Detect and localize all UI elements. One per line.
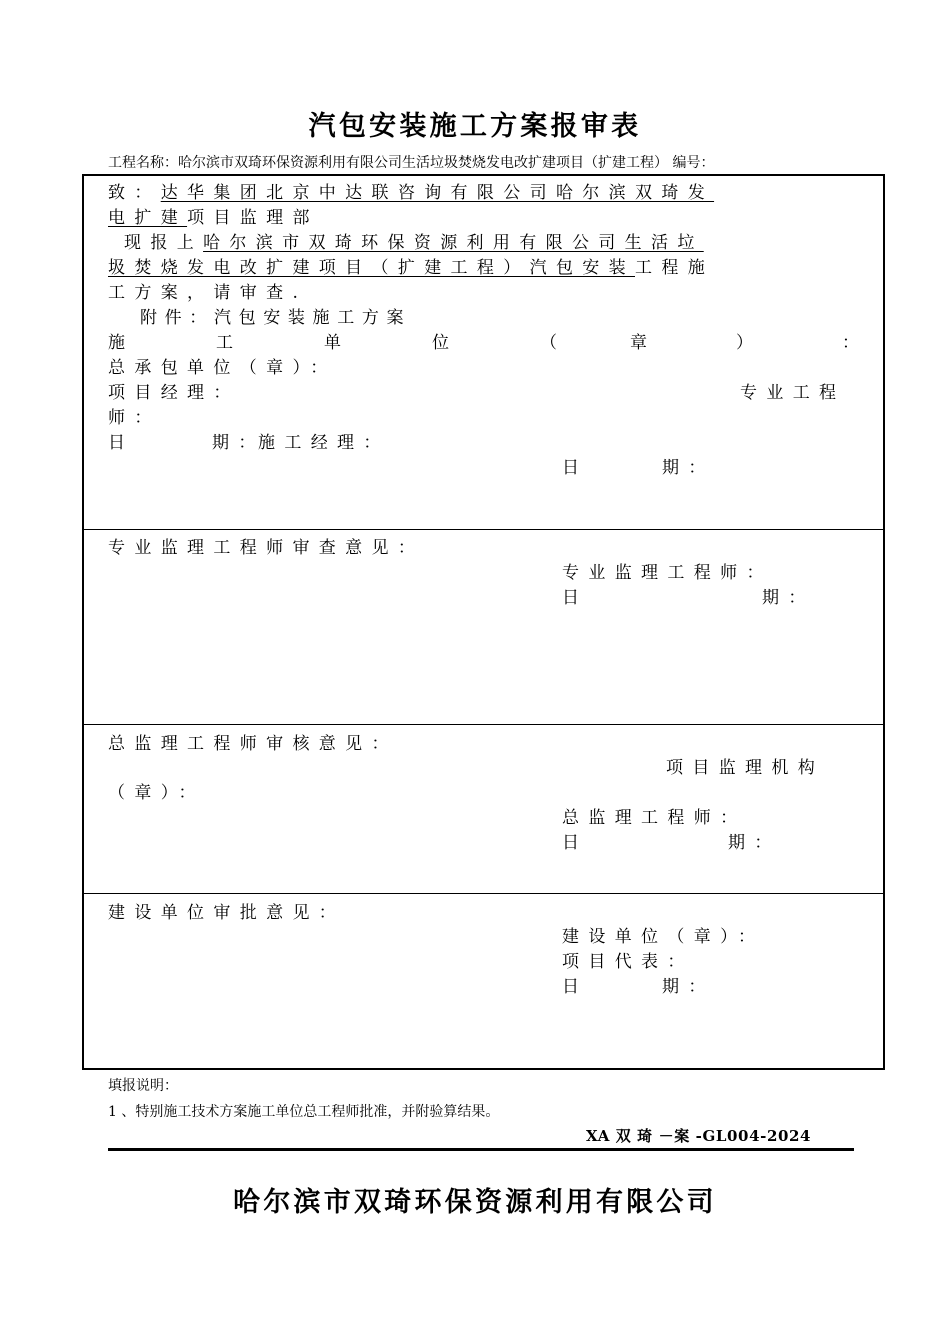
s3-heading: 总监理工程师审核意见： bbox=[108, 734, 398, 754]
s4-date-1: 日 bbox=[562, 977, 579, 997]
notes-title: 填报说明： bbox=[108, 1078, 178, 1094]
specialty-engineer-a: 专业工程 bbox=[740, 383, 846, 403]
project-name-line: 工程名称：哈尔滨市双琦环保资源利用有限公司生活垃圾焚烧发电改扩建项目（扩建工程） 编号： bbox=[108, 155, 715, 171]
right-date-1: 日 bbox=[562, 458, 579, 478]
report-project-2: 圾焚烧发电改扩建项目（扩建工程）汽包安装 bbox=[108, 258, 635, 278]
row-divider-3 bbox=[84, 893, 884, 894]
s3-agency-a: 项目监理机构 bbox=[666, 758, 825, 778]
cu-char-5: 章 bbox=[630, 333, 647, 353]
report-line-3: 工方案，请审查. bbox=[108, 283, 308, 303]
cu-char-7: ： bbox=[842, 333, 859, 353]
s3-agency-b: （章）： bbox=[108, 783, 205, 803]
to-org-1: 达华集团北京中达联咨询有限公司哈尔滨双琦发 bbox=[160, 183, 715, 203]
s2-date-2: 期： bbox=[762, 588, 815, 608]
report-line-1 bbox=[124, 228, 704, 253]
s3-date-1: 日 bbox=[562, 833, 579, 853]
report-project-1: 哈尔滨市双琦环保资源利用有限公司生活垃 bbox=[203, 233, 704, 253]
date-char-2: 期： bbox=[212, 433, 265, 453]
specialty-engineer-b: 师： bbox=[108, 408, 161, 428]
attachment-value: 汽包安装施工方案 bbox=[213, 308, 412, 328]
cu-char-3: 位 bbox=[432, 333, 449, 353]
right-date-2: 期： bbox=[662, 458, 715, 478]
date-char-1: 日 bbox=[108, 433, 125, 453]
attachment-line bbox=[140, 303, 411, 328]
general-contractor: 总承包单位（章）： bbox=[108, 358, 337, 378]
to-org-2: 电扩建 bbox=[108, 208, 188, 228]
s3-chief: 总监理工程师： bbox=[562, 808, 747, 828]
project-manager: 项目经理： bbox=[108, 383, 240, 403]
to-line-1 bbox=[108, 178, 714, 203]
cu-char-4: （ bbox=[540, 333, 557, 353]
report-line-2 bbox=[108, 253, 714, 278]
attachment-label: 附件： bbox=[140, 308, 214, 328]
construction-manager: 施工经理： bbox=[258, 433, 390, 453]
s2-heading: 专业监理工程师审查意见： bbox=[108, 538, 425, 558]
to-line-2 bbox=[108, 203, 319, 228]
note-item: 1 、特别施工技术方案施工单位总工程师批准，并附验算结果。 bbox=[108, 1104, 500, 1120]
company-name: 哈尔滨市双琦环保资源利用有限公司 bbox=[233, 1187, 717, 1218]
to-suffix: 项目监理部 bbox=[187, 208, 319, 228]
s3-date-2: 期： bbox=[728, 833, 781, 853]
row-divider-2 bbox=[84, 724, 884, 725]
report-prefix: 现报上 bbox=[124, 233, 204, 253]
cu-char-0: 施 bbox=[108, 333, 125, 353]
cu-char-2: 单 bbox=[324, 333, 341, 353]
cu-char-1: 工 bbox=[216, 333, 233, 353]
document-code: XA 双 琦 －案 -GL004-2024 bbox=[586, 1127, 812, 1145]
s4-representative: 项目代表： bbox=[562, 952, 694, 972]
row-divider-1 bbox=[84, 529, 884, 530]
s2-date-1: 日 bbox=[562, 588, 579, 608]
s4-date-2: 期： bbox=[662, 977, 715, 997]
s4-unit: 建设单位（章）： bbox=[562, 927, 765, 947]
page-title: 汽包安装施工方案报审表 bbox=[308, 111, 642, 142]
cu-char-6: ） bbox=[736, 333, 753, 353]
s2-engineer: 专业监理工程师： bbox=[562, 563, 773, 583]
report-rest-2: 工程施 bbox=[635, 258, 715, 278]
footer-rule bbox=[108, 1148, 854, 1151]
s4-heading: 建设单位审批意见： bbox=[108, 903, 346, 923]
to-prefix: 致： bbox=[108, 183, 161, 203]
